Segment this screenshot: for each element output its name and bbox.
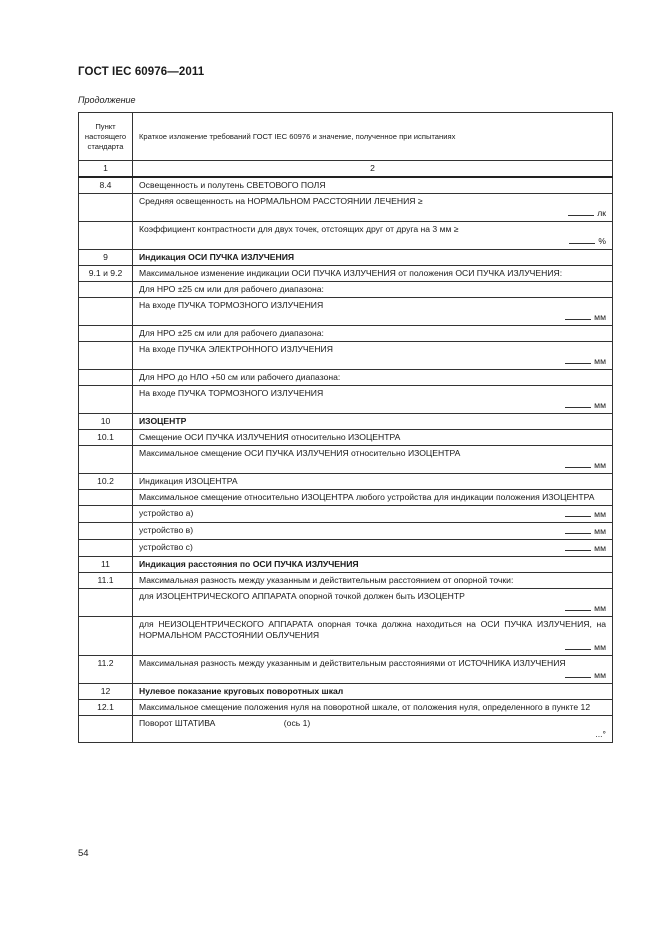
requirement-cell bbox=[133, 298, 613, 326]
value-field bbox=[139, 355, 606, 367]
table-row bbox=[79, 250, 613, 266]
requirement-text: Максимальная разность между указанным и действительным расстоянием от опорной точки: bbox=[133, 573, 613, 589]
table-header-row bbox=[79, 113, 613, 161]
value-blank bbox=[565, 669, 591, 678]
requirement-text: Максимальное изменение индикации ОСИ ПУЧКА ИЗЛУЧЕНИЯ от положения ОСИ ПУЧКА ИЗЛУЧЕНИЯ: bbox=[133, 266, 613, 282]
requirement-cell bbox=[133, 656, 613, 684]
value-field bbox=[565, 542, 606, 554]
table-row bbox=[79, 700, 613, 716]
table-row bbox=[79, 474, 613, 490]
requirement-cell bbox=[133, 446, 613, 474]
table-row bbox=[79, 414, 613, 430]
requirement-text: Смещение ОСИ ПУЧКА ИЗЛУЧЕНИЯ относительно ИЗОЦЕНТРА bbox=[133, 430, 613, 446]
clause-number bbox=[79, 523, 133, 540]
clause-number bbox=[79, 589, 133, 617]
requirement-text: Индикация ИЗОЦЕНТРА bbox=[133, 474, 613, 490]
requirement-text: для НЕИЗОЦЕНТРИЧЕСКОГО АППАРАТА опорная точка должна находиться на ОСИ ПУЧКА ИЗЛУЧЕНИЯ, на НОРМАЛЬНОМ РАССТОЯНИИ ОБЛУЧЕНИЯ bbox=[139, 619, 606, 640]
value-blank bbox=[565, 508, 591, 517]
value-blank bbox=[565, 602, 591, 611]
column-number-2: 2 bbox=[133, 161, 613, 178]
requirement-text: для ИЗОЦЕНТРИЧЕСКОГО АППАРАТА опорной точкой должен быть ИЗОЦЕНТР bbox=[139, 591, 465, 601]
unit-label: мм bbox=[594, 460, 606, 470]
column-number-1: 1 bbox=[79, 161, 133, 178]
value-field bbox=[139, 602, 606, 614]
requirement-text: устройство в) bbox=[139, 525, 194, 535]
table-row bbox=[79, 617, 613, 656]
value-field bbox=[139, 641, 606, 653]
column-header-summary: Краткое изложение требований ГОСТ IEC 60976 и значение, полученное при испытаниях bbox=[133, 113, 613, 161]
unit-label: лк bbox=[597, 208, 606, 218]
value-blank bbox=[568, 207, 594, 216]
requirement-text: Для НРО ±25 см или для рабочего диапазона: bbox=[133, 326, 613, 342]
table-row bbox=[79, 430, 613, 446]
requirement-text: Максимальная разность между указанным и действительным расстояниями от ИСТОЧНИКА ИЗЛУЧЕНИЯ bbox=[139, 658, 566, 668]
clause-number: 11.1 bbox=[79, 573, 133, 589]
table-row bbox=[79, 656, 613, 684]
requirement-cell bbox=[133, 617, 613, 656]
requirement-text: Для НРО до НЛО +50 см или рабочего диапазона: bbox=[133, 370, 613, 386]
unit-label: мм bbox=[594, 312, 606, 322]
clause-number: 12.1 bbox=[79, 700, 133, 716]
continuation-label: Продолжение bbox=[78, 95, 136, 105]
table-row bbox=[79, 589, 613, 617]
value-blank bbox=[565, 542, 591, 551]
table-row bbox=[79, 540, 613, 557]
clause-number bbox=[79, 298, 133, 326]
table-row bbox=[79, 557, 613, 573]
clause-number: 10.2 bbox=[79, 474, 133, 490]
clause-number bbox=[79, 540, 133, 557]
unit-label: мм bbox=[594, 400, 606, 410]
value-blank bbox=[565, 525, 591, 534]
clause-number bbox=[79, 194, 133, 222]
table-row bbox=[79, 490, 613, 506]
table-row bbox=[79, 326, 613, 342]
section-heading: Нулевое показание круговых поворотных шкал bbox=[133, 684, 613, 700]
page-number: 54 bbox=[78, 848, 89, 859]
clause-number bbox=[79, 222, 133, 250]
table-row bbox=[79, 298, 613, 326]
requirement-text: Для НРО ±25 см или для рабочего диапазона: bbox=[133, 282, 613, 298]
clause-number bbox=[79, 282, 133, 298]
clause-number bbox=[79, 446, 133, 474]
value-field bbox=[139, 729, 606, 740]
requirement-cell bbox=[133, 342, 613, 370]
value-field bbox=[139, 399, 606, 411]
section-heading: Индикация ОСИ ПУЧКА ИЗЛУЧЕНИЯ bbox=[133, 250, 613, 266]
unit-label: мм bbox=[594, 509, 606, 519]
value-blank bbox=[565, 355, 591, 364]
table-row bbox=[79, 523, 613, 540]
requirement-cell bbox=[133, 222, 613, 250]
requirement-text: Максимальное смещение относительно ИЗОЦЕНТРА любого устройства для индикации положения ИЗОЦЕНТРА bbox=[133, 490, 613, 506]
table-row bbox=[79, 342, 613, 370]
requirement-cell bbox=[133, 589, 613, 617]
table-row bbox=[79, 194, 613, 222]
table-row bbox=[79, 506, 613, 523]
requirement-cell bbox=[133, 716, 613, 743]
clause-number: 11 bbox=[79, 557, 133, 573]
requirement-text: Средняя освещенность на НОРМАЛЬНОМ РАССТОЯНИИ ЛЕЧЕНИЯ ≥ bbox=[139, 196, 423, 206]
requirement-cell bbox=[133, 540, 613, 557]
value-blank bbox=[565, 399, 591, 408]
requirement-text: На входе ПУЧКА ТОРМОЗНОГО ИЗЛУЧЕНИЯ bbox=[139, 388, 324, 398]
clause-number: 9.1 и 9.2 bbox=[79, 266, 133, 282]
clause-number bbox=[79, 326, 133, 342]
requirement-text: устройство а) bbox=[139, 508, 194, 518]
unit-label: мм bbox=[594, 642, 606, 652]
value-field bbox=[565, 508, 606, 520]
table-row bbox=[79, 370, 613, 386]
value-blank bbox=[565, 641, 591, 650]
value-field bbox=[139, 669, 606, 681]
table-row bbox=[79, 386, 613, 414]
clause-number: 8.4 bbox=[79, 177, 133, 194]
axis-label: (ось 1) bbox=[283, 718, 311, 728]
clause-number bbox=[79, 342, 133, 370]
value-field bbox=[139, 207, 606, 219]
section-heading: Индикация расстояния по ОСИ ПУЧКА ИЗЛУЧЕНИЯ bbox=[133, 557, 613, 573]
requirements-table bbox=[78, 112, 613, 743]
clause-number bbox=[79, 490, 133, 506]
table-row bbox=[79, 573, 613, 589]
column-header-clause: Пункт настоящего стандарта bbox=[79, 113, 133, 161]
clause-number: 11.2 bbox=[79, 656, 133, 684]
table-row bbox=[79, 282, 613, 298]
clause-number: 10.1 bbox=[79, 430, 133, 446]
section-heading: ИЗОЦЕНТР bbox=[133, 414, 613, 430]
table-row bbox=[79, 177, 613, 194]
value-blank bbox=[565, 311, 591, 320]
clause-number bbox=[79, 506, 133, 523]
clause-number bbox=[79, 617, 133, 656]
requirement-text: Коэффициент контрастности для двух точек, отстоящих друг от друга на 3 мм ≥ bbox=[139, 224, 459, 234]
requirement-cell bbox=[133, 194, 613, 222]
requirement-text: Максимальное смещение положения нуля на поворотной шкале, от положения нуля, определенного в пункте 12 bbox=[133, 700, 613, 716]
requirement-text: Максимальное смещение ОСИ ПУЧКА ИЗЛУЧЕНИЯ относительно ИЗОЦЕНТРА bbox=[139, 448, 461, 458]
unit-label: мм bbox=[594, 526, 606, 536]
value-field bbox=[139, 459, 606, 471]
clause-number: 10 bbox=[79, 414, 133, 430]
value-field bbox=[139, 311, 606, 323]
unit-label: мм bbox=[594, 356, 606, 366]
clause-number bbox=[79, 716, 133, 743]
clause-number bbox=[79, 386, 133, 414]
requirement-cell bbox=[133, 386, 613, 414]
table-row bbox=[79, 716, 613, 743]
requirement-text: На входе ПУЧКА ЭЛЕКТРОННОГО ИЗЛУЧЕНИЯ bbox=[139, 344, 333, 354]
requirement-cell bbox=[133, 523, 613, 540]
value-blank bbox=[569, 235, 595, 244]
table-row bbox=[79, 684, 613, 700]
requirement-text: Поворот ШТАТИВА bbox=[139, 718, 216, 728]
requirement-text: устройство с) bbox=[139, 542, 193, 552]
unit-label: % bbox=[598, 236, 606, 246]
clause-number bbox=[79, 370, 133, 386]
column-number-row bbox=[79, 161, 613, 178]
value-blank bbox=[565, 459, 591, 468]
clause-number: 9 bbox=[79, 250, 133, 266]
value-field bbox=[139, 235, 606, 247]
unit-label: ...° bbox=[595, 729, 606, 739]
document-title: ГОСТ IEC 60976—2011 bbox=[78, 66, 205, 78]
table-row bbox=[79, 222, 613, 250]
table-row bbox=[79, 446, 613, 474]
table-row bbox=[79, 266, 613, 282]
requirement-text: Освещенность и полутень СВЕТОВОГО ПОЛЯ bbox=[133, 177, 613, 194]
unit-label: мм bbox=[594, 603, 606, 613]
requirement-text: На входе ПУЧКА ТОРМОЗНОГО ИЗЛУЧЕНИЯ bbox=[139, 300, 324, 310]
value-field bbox=[565, 525, 606, 537]
unit-label: мм bbox=[594, 543, 606, 553]
clause-number: 12 bbox=[79, 684, 133, 700]
requirement-cell bbox=[133, 506, 613, 523]
unit-label: мм bbox=[594, 670, 606, 680]
